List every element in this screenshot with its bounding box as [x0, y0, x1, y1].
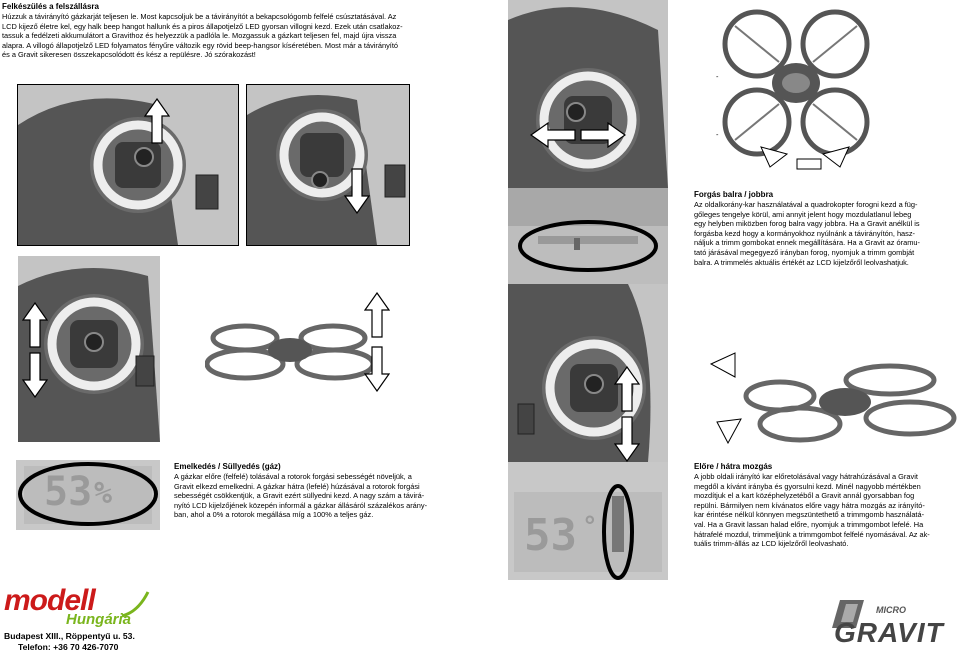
tilt-arrow-icon — [710, 352, 736, 378]
lcd-trim-illustration — [508, 188, 668, 284]
arrow-down-icon — [344, 168, 370, 214]
controller-illustration — [18, 256, 160, 442]
intro-line: LCD kijező életre kel, egy halk beep hangot hallunk és a piros állapotjelző LED gyorsan villogni kezd. Ezek után csatlakoz- — [2, 21, 403, 31]
controller-illustration — [18, 85, 238, 245]
arrow-right-icon — [580, 122, 626, 148]
pitch-line: megdől a kívánt irányba és gyorsulni kezd. Minél nagyobb mértékben — [694, 481, 921, 491]
controller-photo-4 — [18, 256, 160, 442]
intro-line: tassuk a fedélzeti akkumulátort a Gravithoz és helyezzük a padlóla le. Mozgassuk a gázkart teljesen fel, majd újra vissza — [2, 31, 397, 41]
lcd-throttle-closeup — [16, 460, 160, 530]
intro-line: és a Gravit sikeresen összekapcsolódott és kész a repülésre. Jó szórakozást! — [2, 50, 256, 60]
tilt-arrow-icon — [716, 418, 742, 444]
controller-illustration — [508, 0, 668, 188]
throttle-line: Gravit elkezd emelkedni. A gázkar hátra (lefelé) húzásával a rotorok forgási — [174, 481, 420, 491]
drone-side-view — [205, 312, 375, 390]
rotation-title: Forgás balra / jobbra — [694, 190, 774, 199]
rotate-right-arrow-icon — [822, 146, 850, 168]
pitch-line: hátrafelé mozdul, trimmeljünk a trimmgombot felfelé nyomásával. Az ak- — [694, 529, 930, 539]
arrow-up-icon — [614, 366, 640, 412]
arrow-up-icon — [364, 292, 390, 338]
footer-address: Budapest XIII., Röppentyű u. 53. — [4, 631, 135, 641]
pitch-line: mozdítjuk el a kart középhelyzetéből a Gravit annál gyorsabban fog — [694, 491, 915, 501]
controller-illustration — [247, 85, 409, 245]
arrow-up-icon — [22, 302, 48, 348]
drone-dash-mark: - — [716, 130, 719, 139]
brand-logo-sub: Hungária — [66, 611, 132, 628]
lcd-throttle-value: 53 — [44, 469, 93, 515]
brand-logo-main: modell — [4, 584, 95, 617]
rotation-line: Az oldalkorány-kar használatával a quadrokopter forogni kezd a füg- — [694, 200, 918, 209]
throttle-title: Emelkedés / Süllyedés (gáz) — [174, 462, 281, 471]
throttle-line: ban, ahol a 0% a rotorok megállása míg a 100% a teljes gáz. — [174, 510, 374, 520]
controller-photo-1 — [17, 84, 239, 246]
highlight-ring — [16, 460, 160, 530]
rotation-line: tató járásával megegyező irányban forog, nyomjuk a trimm gombját — [694, 247, 915, 257]
controller-photo-3 — [508, 0, 668, 188]
pitch-line: A jobb oldali irányító kar előretolásával vagy hátrahúzásával a Gravit — [694, 472, 918, 481]
lcd-trim-closeup — [508, 188, 668, 284]
arrow-left-icon — [530, 122, 576, 148]
pitch-title: Előre / hátra mozgás — [694, 462, 773, 471]
intro-line: Húzzuk a távirányító gázkarját teljesen le. Most kapcsoljuk be a távirányítót a bekapcsológomb felfelé csúsztatásával. Az — [2, 12, 397, 21]
lcd-percent-sign: % — [94, 476, 113, 511]
drone-tilted-view — [740, 360, 960, 450]
controller-illustration — [508, 284, 668, 462]
intro-title: Felkészülés a felszállásra — [2, 2, 99, 11]
pitch-line: val. Ha a Gravit lassan halad előre, nyomjuk a trimmgombot lefelé. Ha — [694, 519, 924, 529]
arrow-down-icon — [364, 346, 390, 392]
drone-nose-marker-icon — [796, 158, 822, 170]
throttle-line: sebességét csökkentjük, a Gravit ezért süllyedni kezd. A nagy szám a távirá- — [174, 491, 425, 501]
throttle-text — [174, 472, 462, 520]
rotation-line: egy helyben miközben forog balra vagy jobbra. Ha a Gravit anélkül is — [694, 219, 920, 229]
drone-dash-mark: - — [716, 72, 719, 81]
rotation-line: balra. A trimmelés aktuális értékét az LCD kijelzőről leolvashatjuk. — [694, 257, 909, 267]
intro-text — [2, 12, 472, 60]
controller-photo-5 — [508, 284, 668, 462]
intro-line: alapra. A villogó állapotjelző LED folyamatos fényűre változik egy rövid beep-hangsor kíséretében. Most már a távirányító — [2, 40, 399, 50]
gravit-logo-name: GRAVIT — [834, 617, 944, 648]
lcd-pitch-unit: ° — [582, 512, 598, 542]
rotation-text — [694, 200, 952, 267]
pitch-text — [694, 472, 952, 549]
rotate-left-arrow-icon — [760, 146, 788, 168]
arrow-down-icon — [614, 416, 640, 462]
throttle-line: nyító LCD kijelzőjének közepén informál a gázkar állásáról százalékos arány- — [174, 500, 428, 510]
arrow-up-icon — [144, 98, 170, 144]
pitch-line: kar érintése nélkül könnyen megszüntethető a trimmgomb használatá- — [694, 510, 925, 520]
lcd-pitch-value: 53 — [524, 510, 577, 561]
throttle-line: A gázkar előre (felfelé) tolásával a rotorok forgási sebességét növeljük, a — [174, 472, 412, 481]
rotation-line: forgásba kezd hogy a kormányokhoz nyúlnánk a távirányítón, hasz- — [694, 228, 916, 238]
pitch-line: repülni. Bármilyen nem kívánatos előre vagy hátra mozgás az irányító- — [694, 500, 925, 510]
lcd-pitch-closeup — [508, 462, 668, 580]
controller-photo-2 — [246, 84, 410, 246]
arrow-down-icon — [22, 352, 48, 398]
footer-phone: Telefon: +36 70 426-7070 — [18, 642, 119, 652]
highlight-ring — [508, 462, 668, 580]
pitch-line: tuális trimm-állás az LCD kijelzőről leolvasható. — [694, 539, 849, 549]
drone-top-view — [715, 4, 875, 176]
rotation-line: náljuk a trimm gombokat ennek megállítására. Ha a Gravit az óramu- — [694, 238, 920, 248]
gravit-logo-prefix: MICRO — [876, 605, 906, 615]
rotation-line: gőleges tengelye körül, ami annyit jelent hogy mozdulatlanul lebeg — [694, 209, 912, 219]
